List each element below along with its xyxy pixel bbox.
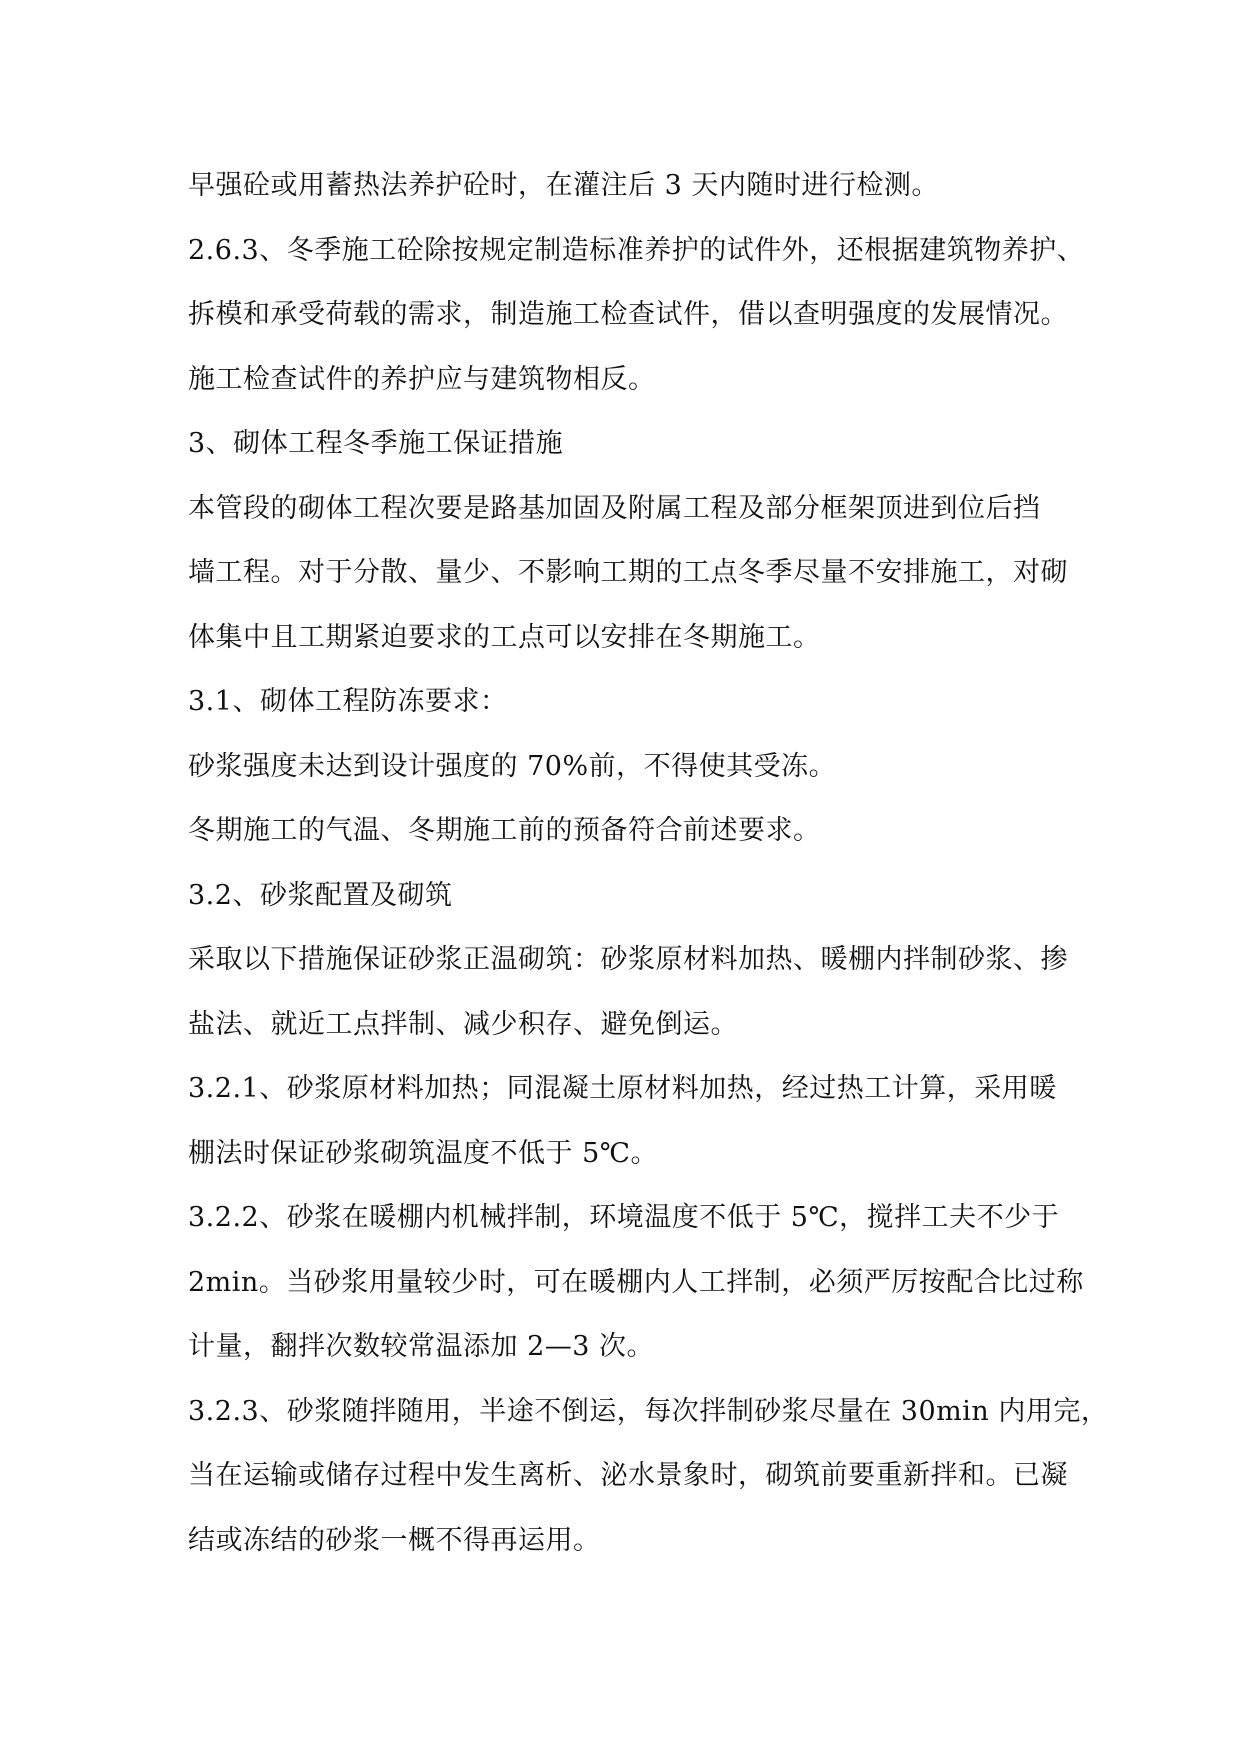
text-line: 2.6.3、冬季施工砼除按规定制造标准养护的试件外，还根据建筑物养护、 (188, 234, 1085, 266)
text-line: 采取以下措施保证砂浆正温砌筑：砂浆原材料加热、暖棚内拌制砂浆、掺 (188, 944, 1068, 975)
text-line: 2min。当砂浆用量较少时，可在暖棚内人工拌制，必须严厉按配合比过称 (188, 1266, 1084, 1298)
text-line: 计量，翻拌次数较常温添加 2—3 次。 (188, 1331, 655, 1362)
text-line: 结或冻结的砂浆一概不得再运用。 (188, 1524, 601, 1556)
text-line: 棚法时保证砂浆砌筑温度不低于 5℃。 (188, 1137, 658, 1169)
text-line: 冬期施工的气温、冬期施工前的预备符合前述要求。 (188, 815, 821, 846)
text-line: 3.2.1、砂浆原材料加热；同混凝土原材料加热，经过热工计算，采用暖 (188, 1073, 1057, 1104)
text-line: 3.2.2、砂浆在暖棚内机械拌制，环境温度不低于 5℃，搅拌工夫不少于 (188, 1202, 1060, 1233)
section-heading: 3、砌体工程冬季施工保证措施 (188, 428, 564, 459)
document-body (188, 154, 1109, 1573)
text-line: 施工检查试件的养护应与建筑物相反。 (188, 363, 656, 395)
text-line: 早强砼或用蓄热法养护砼时，在灌注后 3 天内随时进行检测。 (188, 170, 939, 201)
text-line: 砂浆强度未达到设计强度的 70%前，不得使其受冻。 (188, 750, 837, 782)
subsection-heading: 3.2、砂浆配置及砌筑 (188, 879, 453, 911)
text-line: 墙工程。对于分散、量少、不影响工期的工点冬季尽量不安排施工，对砌 (188, 557, 1068, 588)
text-line: 3.2.3、砂浆随拌随用，半途不倒运，每次拌制砂浆尽量在 30min 内用完， (188, 1395, 1109, 1427)
text-line: 拆模和承受荷载的需求，制造施工检查试件，借以查明强度的发展情况。 (188, 299, 1068, 330)
text-line: 体集中且工期紧迫要求的工点可以安排在冬期施工。 (188, 621, 821, 653)
text-line: 当在运输或储存过程中发生离析、泌水景象时，砌筑前要重新拌和。已凝 (188, 1460, 1068, 1491)
text-line: 本管段的砌体工程次要是路基加固及附属工程及部分框架顶进到位后挡 (188, 492, 1041, 524)
text-line: 盐法、就近工点拌制、减少积存、避免倒运。 (188, 1008, 738, 1040)
subsection-heading: 3.1、砌体工程防冻要求： (188, 686, 508, 717)
